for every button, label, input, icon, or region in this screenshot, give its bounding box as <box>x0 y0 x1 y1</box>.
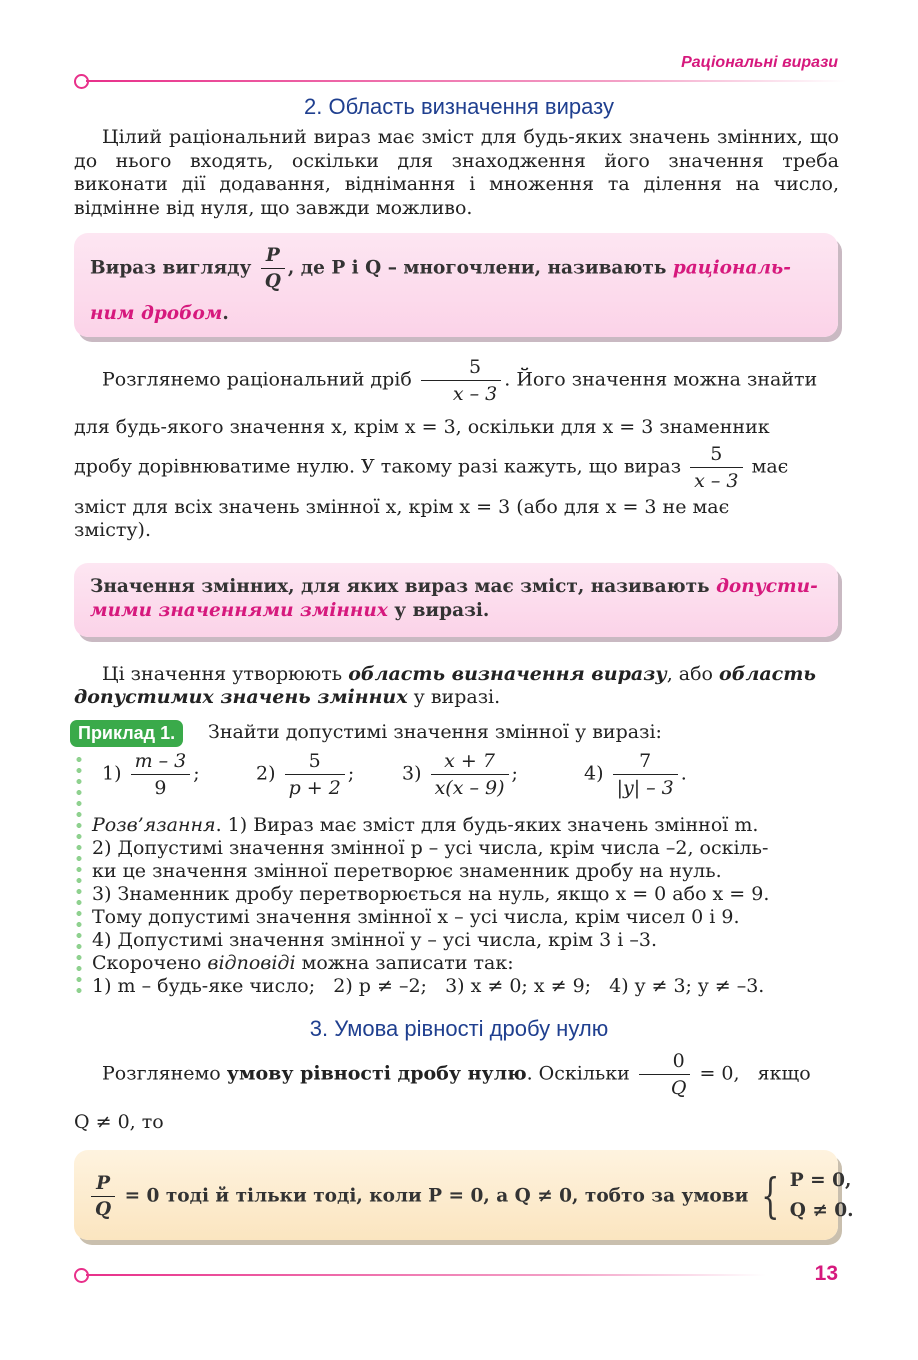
footer-rule <box>86 1274 766 1276</box>
running-title: Раціональні вирази <box>681 54 838 71</box>
example-badge: Приклад 1. <box>70 720 183 747</box>
solution-line-4: 3) Знаменник дробу перетворюється на нуль, якщо x = 0 або x = 9. <box>92 883 770 905</box>
p2-line-2: для будь-якого значення x, крім x = 3, оскільки для x = 3 знаменник <box>74 416 770 438</box>
definition2-line-1: Значення змінних, для яких вираз має зміст, називають допусти- <box>90 576 818 597</box>
definition-line-2: ним дробом. <box>90 303 229 324</box>
term-admissible-values: мими значеннями змінних <box>90 600 388 621</box>
definition-box-admissible-values <box>74 563 838 637</box>
definition2-line-2: мими значеннями змінних у виразі. <box>90 600 490 621</box>
header-rule <box>86 80 846 82</box>
fraction-p-over-q: $\frac{P}{Q}$ <box>261 245 285 292</box>
definition-line-1: Вираз вигляду $\frac{P}{Q}$ , де P і Q – многочлени, називають раціональ- <box>90 245 791 292</box>
section-3-title: 3. Умова рівності дробу нулю <box>309 1016 609 1041</box>
definition-box-rational-fraction <box>74 233 838 337</box>
p2-line-3: дробу дорівнюватиме нулю. У такому разі кажуть, що вираз $\frac{5}{x - 3}$ має <box>74 443 789 492</box>
page-number: 13 <box>814 1262 838 1285</box>
example-item-2: 2) $\frac{5}{p + 2}$ ; <box>256 750 355 799</box>
intro-paragraph: Цілий раціональний вираз має зміст для будь-яких значень змінних, що до нього входять, оскільки для знаходження його значення треба виконати дії додавання, віднімання і множення та ділення на число, відмінне від нуля, що завжди можливо. <box>74 126 839 219</box>
p2-line-1: Розглянемо раціональний дріб $\frac{5}{x - 3}$ . Його значення можна знайти <box>102 356 818 405</box>
example-dotted-bar <box>76 754 82 999</box>
solution-line-1: Розв’язання. 1) Вираз має зміст для будь-яких значень змінної m. <box>92 814 759 836</box>
p3-line-1: Ці значення утворюють область визначення виразу, або область <box>102 663 816 685</box>
rule-text: $\frac{P}{Q}$ = 0 тоді й тільки тоді, коли P = 0, а Q ≠ 0, тобто за умови { P = 0, Q ≠ 0. <box>88 1166 854 1226</box>
fraction-5-over-x-minus-3-b: $\frac{5}{x - 3}$ <box>690 443 742 492</box>
solution-answer: 1) m – будь-яке число; 2) p ≠ –2; 3) x ≠ 0; x ≠ 9; 4) y ≠ 3; y ≠ –3. <box>92 975 765 997</box>
section-2-title: 2. Область визначення виразу <box>304 94 614 119</box>
solution-line-6: 4) Допустимі значення змінної y – усі числа, крім 3 і –3. <box>92 929 657 951</box>
solution-line-2: 2) Допустимі значення змінної p – усі числа, крім числа –2, оскіль- <box>92 837 769 859</box>
p3-line-2: допустимих значень змінних у виразі. <box>74 686 501 708</box>
example-item-1: 1) $\frac{m - 3}{9}$ ; <box>102 750 200 799</box>
p2-line-5: змісту). <box>74 519 152 541</box>
s3-line-2: Q ≠ 0, то <box>74 1111 164 1133</box>
rule-box-zero-fraction <box>74 1150 854 1240</box>
example-item-3: 3) $\frac{x + 7}{x(x - 9)}$ ; <box>402 750 518 799</box>
example-item-4: 4) $\frac{7}{|y| - 3}$ . <box>584 750 687 799</box>
p2-line-4: зміст для всіх значень змінної x, крім x = 3 (або для x = 3 не має <box>74 496 730 518</box>
condition-system: P = 0, Q ≠ 0. <box>789 1170 854 1221</box>
fraction-5-over-x-minus-3: $\frac{5}{x - 3}$ <box>421 356 501 405</box>
example-task: Знайти допустимі значення змінної у виразі: <box>208 721 662 743</box>
system-brace: { <box>760 1168 780 1224</box>
solution-line-5: Тому допустимі значення змінної x – усі числа, крім чисел 0 і 9. <box>92 906 740 928</box>
fraction-0-over-q: $\frac{0}{Q}$ <box>639 1050 691 1099</box>
solution-line-7: Скорочено відповіді можна записати так: <box>92 952 514 974</box>
term-rational-fraction: раціональ- <box>672 257 791 279</box>
s3-line-1: Розглянемо умову рівності дробу нулю. Оскільки $\frac{0}{Q}$ = 0, якщо <box>102 1050 811 1099</box>
solution-line-3: ки це значення змінної перетворює знаменник дробу на нуль. <box>92 860 722 882</box>
